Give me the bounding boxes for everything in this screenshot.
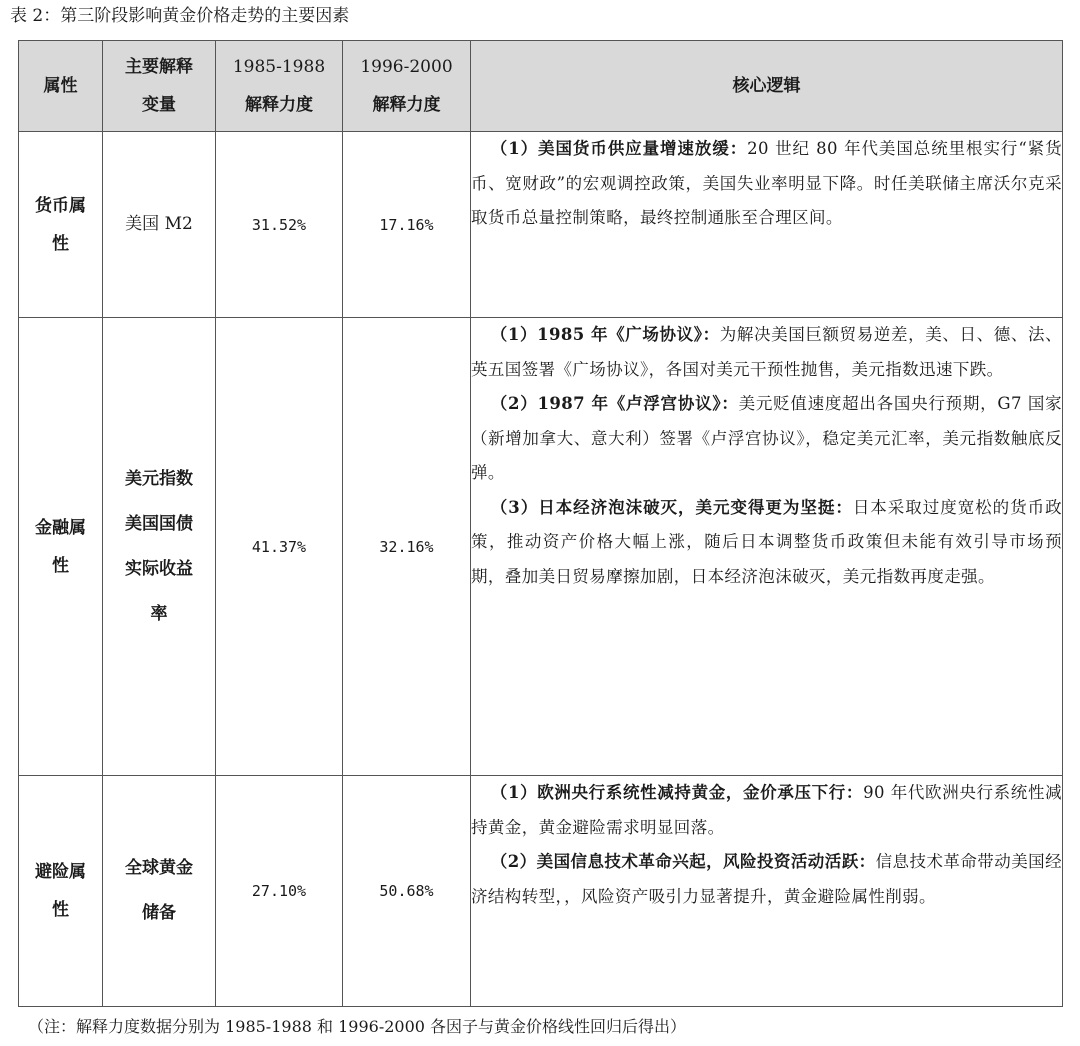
header-period2 — [343, 41, 471, 132]
attribute-cell — [19, 776, 103, 1007]
variable-label-line2: 美国国债 — [125, 513, 193, 534]
logic-point-heading: （3）日本经济泡沫破灭，美元变得更为坚挺： — [490, 497, 853, 517]
variable-label: 美国 M2 — [125, 214, 193, 234]
header-period1-years: 1985-1988 — [232, 57, 326, 77]
logic-point-body: 20 世纪 80 年代美国总统里根实行“紧货币、宽财政”的宏观调控政策，美国失业率明显下降。时任美联储主席沃尔克采取货币总量控制策略，最终控制通胀至合理区间。 — [471, 139, 1063, 227]
header-variable-line2: 变量 — [142, 95, 176, 115]
header-period1 — [216, 41, 343, 132]
logic-point — [471, 776, 1062, 845]
period1-value: 41.37% — [216, 318, 343, 776]
attribute-label-line2: 性 — [52, 555, 69, 576]
table-row-monetary — [19, 132, 1063, 318]
period2-value: 50.68% — [343, 776, 471, 1007]
variable-cell — [103, 132, 216, 318]
period2-value: 32.16% — [343, 318, 471, 776]
header-logic-label: 核心逻辑 — [732, 76, 801, 96]
attribute-label-line1: 避险属 — [35, 862, 86, 882]
attribute-label-line1: 金融属 — [35, 517, 86, 538]
logic-point — [471, 387, 1062, 491]
variable-label-line3: 实际收益 — [125, 558, 193, 579]
logic-point — [471, 318, 1062, 387]
table-row-safe-haven — [19, 776, 1063, 1007]
period1-value: 27.10% — [216, 776, 343, 1007]
header-variable-line1: 主要解释 — [125, 57, 193, 77]
attribute-cell — [19, 318, 103, 776]
factors-table — [18, 40, 1063, 1007]
table-footnote: （注：解释力度数据分别为 1985-1988 和 1996-2000 各因子与黄金价格线性回归后得出） — [28, 1017, 687, 1036]
header-attribute — [19, 41, 103, 132]
header-row — [19, 41, 1063, 132]
header-logic — [471, 41, 1063, 132]
header-period2-years: 1996-2000 — [360, 57, 453, 77]
logic-point-heading: （1）欧洲央行系统性减持黄金，金价承压下行： — [490, 783, 864, 802]
logic-point-heading: （2）1987 年《卢浮宫协议》： — [490, 394, 739, 413]
variable-cell — [103, 318, 216, 776]
attribute-cell — [19, 132, 103, 318]
header-period1-label: 解释力度 — [245, 95, 313, 115]
logic-point — [471, 132, 1062, 236]
period2-value: 17.16% — [343, 132, 471, 318]
attribute-label-line2: 性 — [52, 900, 69, 920]
attribute-label-line1: 货币属 — [35, 195, 86, 216]
header-variable — [103, 41, 216, 132]
logic-point-body: 日本采取过度宽松的货币政策，推动资产价格大幅上涨，随后日本调整货币政策但未能有效引导市场预期，叠加美日贸易摩擦加剧，日本经济泡沫破灭，美元指数再度走强。 — [471, 497, 1062, 586]
period1-value: 31.52% — [216, 132, 343, 318]
variable-label-line4: 率 — [150, 603, 168, 624]
logic-point-heading: （2）美国信息技术革命兴起，风险投资活动活跃： — [490, 852, 876, 871]
logic-point-body: 信息技术革命带动美国经济结构转型，，风险资产吸引力显著提升，黄金避险属性削弱。 — [471, 852, 1062, 906]
variable-cell — [103, 776, 216, 1007]
logic-point-body: 为解决美国巨额贸易逆差，美、日、德、法、英五国签署《广场协议》，各国对美元干预性抛售，美元指数迅速下跌。 — [471, 325, 1062, 379]
header-period2-label: 解释力度 — [372, 95, 441, 115]
logic-cell — [471, 318, 1063, 776]
logic-point-body: 90 年代欧洲央行系统性减持黄金，黄金避险需求明显回落。 — [471, 783, 1062, 837]
variable-label-line1: 美元指数 — [125, 468, 193, 489]
variable-label-line1: 全球黄金 — [125, 858, 193, 878]
logic-point-heading: （1）美国货币供应量增速放缓： — [490, 139, 748, 158]
logic-cell — [471, 776, 1063, 1007]
header-attribute-label: 属性 — [43, 76, 78, 96]
logic-point — [471, 845, 1062, 914]
logic-point — [471, 491, 1062, 595]
attribute-label-line2: 性 — [52, 233, 69, 254]
variable-label-line2: 储备 — [142, 903, 176, 923]
logic-point-heading: （1）1985 年《广场协议》： — [490, 325, 720, 344]
logic-cell — [471, 132, 1063, 318]
table-caption: 表 2：第三阶段影响黄金价格走势的主要因素 — [10, 6, 350, 26]
table-row-financial — [19, 318, 1063, 776]
logic-point-body: 美元贬值速度超出各国央行预期，G7 国家（新增加拿大、意大利）签署《卢浮宫协议》，稳定美元汇率，美元指数触底反弹。 — [471, 394, 1062, 482]
